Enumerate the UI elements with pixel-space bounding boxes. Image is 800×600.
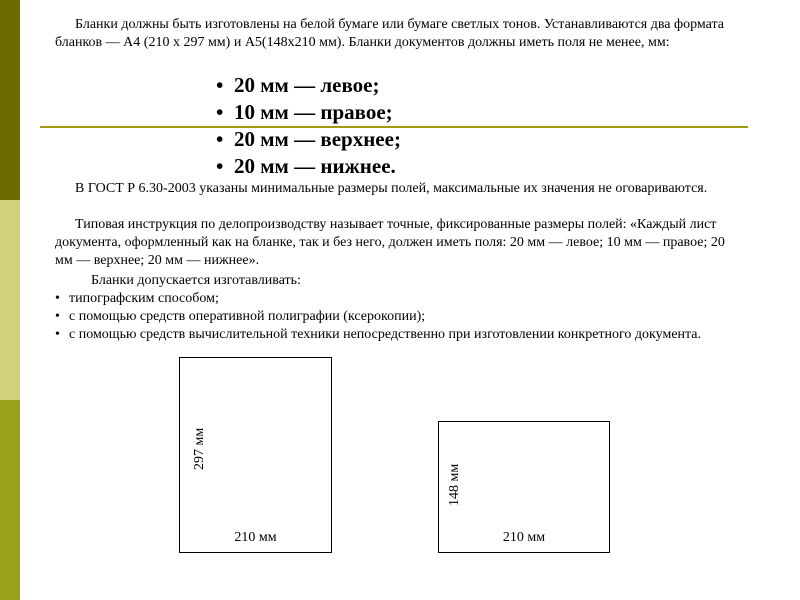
margin-left-item: • 20 мм — левое;	[216, 72, 401, 99]
intro-paragraph: Бланки должны быть изготовлены на белой бумаге или бумаге светлых тонов. Устанавливаются два формата бланков — А4 (210 х 297 мм) и А5(148х210 мм). Бланки документов должны иметь поля не менее, мм:	[55, 17, 724, 50]
production-intro: Бланки допускается изготавливать:	[91, 273, 301, 288]
decor-stripe-middle	[0, 200, 20, 400]
instruction-paragraph: Типовая инструкция по делопроизводству называет точные, фиксированные размеры полей: «Каждый лист документа, оформленный как на бланке, так и без него, должен иметь поля: 20 мм — левое; 10 мм — правое; 20 мм — верхнее; 20 мм — нижнее».	[55, 217, 725, 268]
decor-stripe-top	[0, 0, 20, 200]
margins-list	[216, 72, 401, 180]
margin-right-item: • 10 мм — правое;	[216, 99, 401, 126]
production-method-item: • с помощью средств вычислительной техники непосредственно при изготовлении конкретного документа.	[55, 326, 745, 344]
a4-height-label: 297 мм	[192, 427, 207, 470]
a5-width-label: 210 мм	[502, 530, 546, 545]
a5-format-diagram	[438, 421, 610, 553]
decor-stripe-bottom	[0, 400, 20, 600]
production-method-item: • с помощью средств оперативной полиграфии (ксерокопии);	[55, 308, 745, 326]
margin-bottom-item: • 20 мм — нижнее.	[216, 153, 401, 180]
gost-paragraph: В ГОСТ Р 6.30-2003 указаны минимальные размеры полей, максимальные их значения не оговариваются.	[75, 181, 708, 196]
margin-top-item: • 20 мм — верхнее;	[216, 126, 401, 153]
production-method-item: • типографским способом;	[55, 290, 745, 308]
a4-format-diagram	[179, 357, 332, 553]
production-methods-list	[55, 290, 745, 344]
a5-height-label: 148 мм	[447, 463, 462, 506]
a4-width-label: 210 мм	[234, 530, 277, 545]
